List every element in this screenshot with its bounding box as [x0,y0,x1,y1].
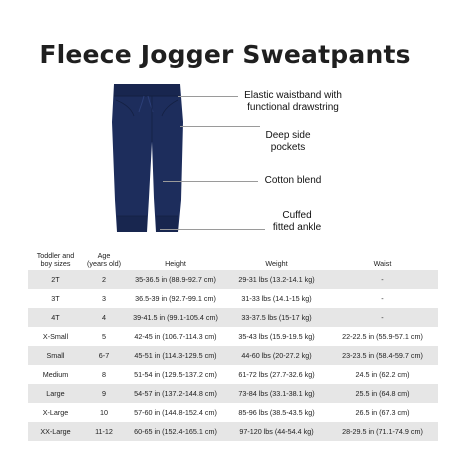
callout-fabric-line1: Cotton blend [264,175,322,186]
cell-waist: 28-29.5 in (71.1-74.9 cm) [342,426,423,436]
cell-age: 5 [102,331,106,341]
callout-pockets [258,130,318,154]
table-row [28,289,438,308]
cell-age: 10 [100,407,108,417]
cell-weight: 97-120 lbs (44-54.4 kg) [239,426,314,436]
header-height: Height [165,259,186,268]
cell-size: X-Small [42,331,69,341]
table-row [28,327,438,346]
callout-pockets-line1: Deep side [265,130,311,141]
cell-waist: 24.5 in (62.2 cm) [355,369,410,379]
callout-pockets-line2: pockets [270,142,306,153]
header-weight: Weight [265,259,288,268]
callout-line-waistband [178,96,238,97]
size-chart-table [28,252,438,441]
cell-size: 3T [51,293,60,303]
cell-weight: 73-84 lbs (33.1-38.1 kg) [238,388,315,398]
callout-waistband [238,90,348,114]
cell-size: X-Large [42,407,69,417]
table-header [28,252,438,270]
header-size [28,252,83,268]
cell-height: 42-45 in (106.7-114.3 cm) [134,331,217,341]
cell-weight: 33-37.5 lbs (15-17 kg) [241,312,312,322]
cell-weight: 35-43 lbs (15.9-19.5 kg) [238,331,315,341]
table-body [28,270,438,441]
table-row [28,270,438,289]
callout-cuff-line1: Cuffed [282,210,312,221]
cell-age: 3 [102,293,106,303]
cell-age: 2 [102,274,106,284]
cell-age: 9 [102,388,106,398]
callout-waistband-line1: Elastic waistband with [244,90,342,101]
cell-weight: 61-72 lbs (27.7-32.6 kg) [238,369,315,379]
cell-waist: - [381,274,384,284]
cell-waist: 22-22.5 in (55.9-57.1 cm) [342,331,423,341]
callout-line-pockets [180,126,260,127]
cell-height: 35-36.5 in (88.9-92.7 cm) [135,274,216,284]
table-row [28,308,438,327]
table-row [28,384,438,403]
cell-weight: 44-60 lbs (20-27.2 kg) [241,350,312,360]
header-size-line2: boy sizes [40,259,71,268]
cell-height: 60-65 in (152.4-165.1 cm) [134,426,217,436]
cell-age: 8 [102,369,106,379]
table-row [28,403,438,422]
callout-cuff-line2: fitted ankle [272,222,322,233]
cell-weight: 29-31 lbs (13.2-14.1 kg) [238,274,315,284]
page-title: Fleece Jogger Sweatpants [39,40,411,69]
header-age [83,252,125,268]
cell-size: Large [46,388,65,398]
header-age-line1: Age [97,251,111,260]
jogger-pants-image [108,82,196,242]
cell-size: XX-Large [40,426,71,436]
table-row [28,346,438,365]
cell-size: Medium [42,369,69,379]
callout-cuff [262,210,332,234]
cell-size: Small [46,350,65,360]
cell-height: 51-54 in (129.5-137.2 cm) [134,369,217,379]
cell-height: 45-51 in (114.3-129.5 cm) [134,350,217,360]
cell-age: 6-7 [98,350,110,360]
cell-waist: 26.5 in (67.3 cm) [355,407,410,417]
cell-size: 2T [51,274,60,284]
table-row [28,422,438,441]
callout-line-fabric [163,181,258,182]
cell-size: 4T [51,312,60,322]
cell-waist: 23-23.5 in (58.4-59.7 cm) [342,350,423,360]
cell-age: 4 [102,312,106,322]
cell-waist: - [381,312,384,322]
cell-age: 11-12 [95,426,113,436]
cell-waist: 25.5 in (64.8 cm) [355,388,410,398]
header-age-line2: (years old) [87,259,121,268]
cell-weight: 31-33 lbs (14.1-15 kg) [241,293,312,303]
header-size-line1: Toddler and [36,251,75,260]
callout-line-cuff [160,229,265,230]
cell-height: 39-41.5 in (99.1-105.4 cm) [133,312,218,322]
table-row [28,365,438,384]
cell-waist: - [381,293,384,303]
callout-fabric [258,175,328,187]
cell-weight: 85-96 lbs (38.5-43.5 kg) [238,407,315,417]
cell-height: 36.5-39 in (92.7-99.1 cm) [135,293,216,303]
callout-waistband-line2: functional drawstring [247,102,339,113]
cell-height: 57-60 in (144.8-152.4 cm) [134,407,217,417]
header-waist: Waist [373,259,392,268]
cell-height: 54-57 in (137.2-144.8 cm) [134,388,217,398]
